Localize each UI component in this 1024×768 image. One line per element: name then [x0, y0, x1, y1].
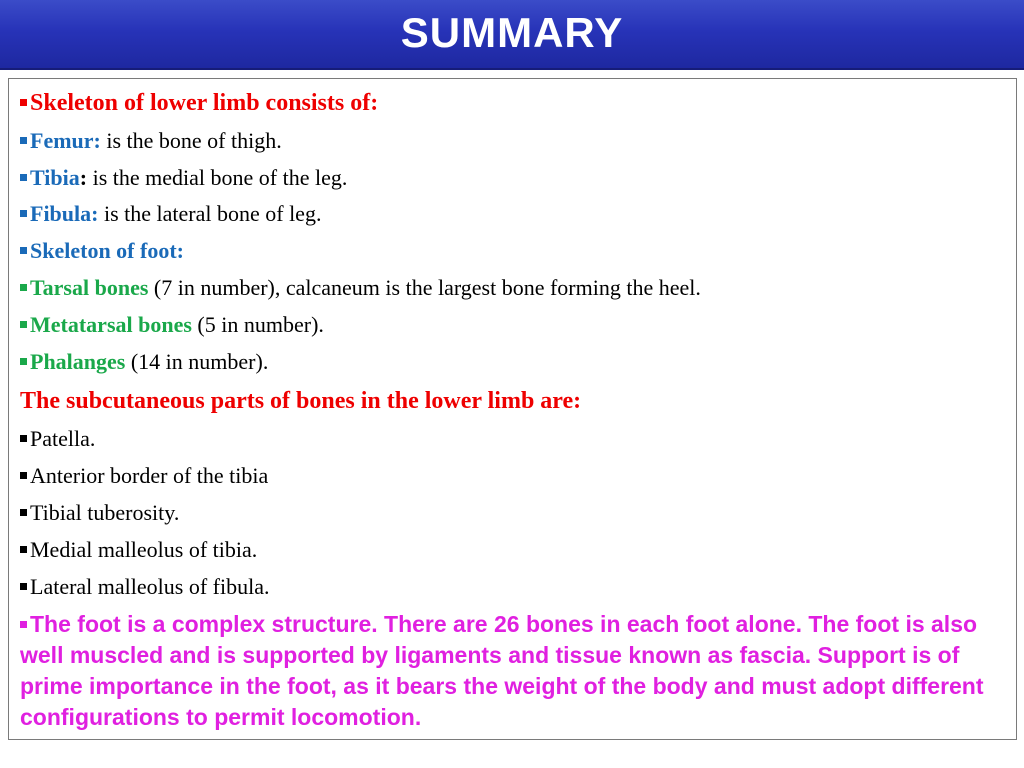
summary-line-tibia [20, 167, 347, 189]
square-bullet-icon [20, 137, 27, 144]
title-bar [0, 0, 1024, 70]
line-text: Patella. [30, 426, 96, 451]
square-bullet-icon [20, 435, 27, 442]
summary-line-metatarsal-bones [20, 314, 324, 336]
content-box [8, 78, 1017, 740]
summary-line-skeleton-foot [20, 240, 184, 262]
square-bullet-icon [20, 99, 27, 106]
line-heading: Fibula: [30, 201, 99, 226]
line-text: (5 in number). [191, 312, 324, 337]
line-heading: Tibia [30, 165, 80, 190]
square-bullet-icon [20, 509, 27, 516]
paragraph-text: The foot is a complex structure. There are 26 bones in each foot alone. The foot is also well muscled and is supported by ligaments and tissue known as fascia. Support is of prime importance in the foot, as it bears the weight of the body and must adopt different configurations to permit locomotion. [20, 611, 984, 730]
line-heading: Tarsal bones [30, 275, 149, 300]
line-heading: Skeleton of foot: [30, 238, 184, 263]
summary-line-medial-malleolus [20, 539, 257, 561]
summary-line-lateral-malleolus [20, 576, 269, 598]
square-bullet-icon [20, 472, 27, 479]
line-heading: Metatarsal bones [30, 312, 192, 337]
line-heading: Phalanges [30, 349, 126, 374]
square-bullet-icon [20, 321, 27, 328]
line-heading: Skeleton of lower limb consists of: [30, 90, 379, 116]
line-text: Lateral malleolus of fibula. [30, 574, 270, 599]
slide-title: SUMMARY [400, 9, 624, 56]
foot-structure-paragraph [20, 609, 1010, 733]
summary-line-phalanges [20, 351, 268, 373]
summary-line-skeleton-lower-limb [20, 91, 378, 115]
square-bullet-icon [20, 546, 27, 553]
summary-line-anterior-border [20, 465, 268, 487]
square-bullet-icon [20, 583, 27, 590]
summary-line-tarsal-bones [20, 277, 701, 299]
line-colon: : [79, 165, 88, 190]
line-text: Anterior border of the tibia [30, 463, 269, 488]
square-bullet-icon [20, 210, 27, 217]
line-text: is the lateral bone of leg. [98, 201, 322, 226]
summary-line-patella [20, 428, 95, 450]
subcutaneous-parts-heading: The subcutaneous parts of bones in the lower limb are: [20, 388, 582, 414]
square-bullet-icon [20, 621, 27, 628]
summary-line-femur [20, 130, 282, 152]
summary-line-tibial-tuberosity [20, 502, 179, 524]
line-text: Tibial tuberosity. [30, 500, 180, 525]
line-text: is the bone of thigh. [100, 128, 282, 153]
square-bullet-icon [20, 358, 27, 365]
square-bullet-icon [20, 174, 27, 181]
line-text: Medial malleolus of tibia. [30, 537, 258, 562]
line-text: is the medial bone of the leg. [87, 165, 348, 190]
summary-line-fibula [20, 203, 321, 225]
line-text: (14 in number). [125, 349, 269, 374]
line-heading: Femur: [30, 128, 101, 153]
square-bullet-icon [20, 247, 27, 254]
square-bullet-icon [20, 284, 27, 291]
line-text: (7 in number), calcaneum is the largest bone forming the heel. [148, 275, 701, 300]
